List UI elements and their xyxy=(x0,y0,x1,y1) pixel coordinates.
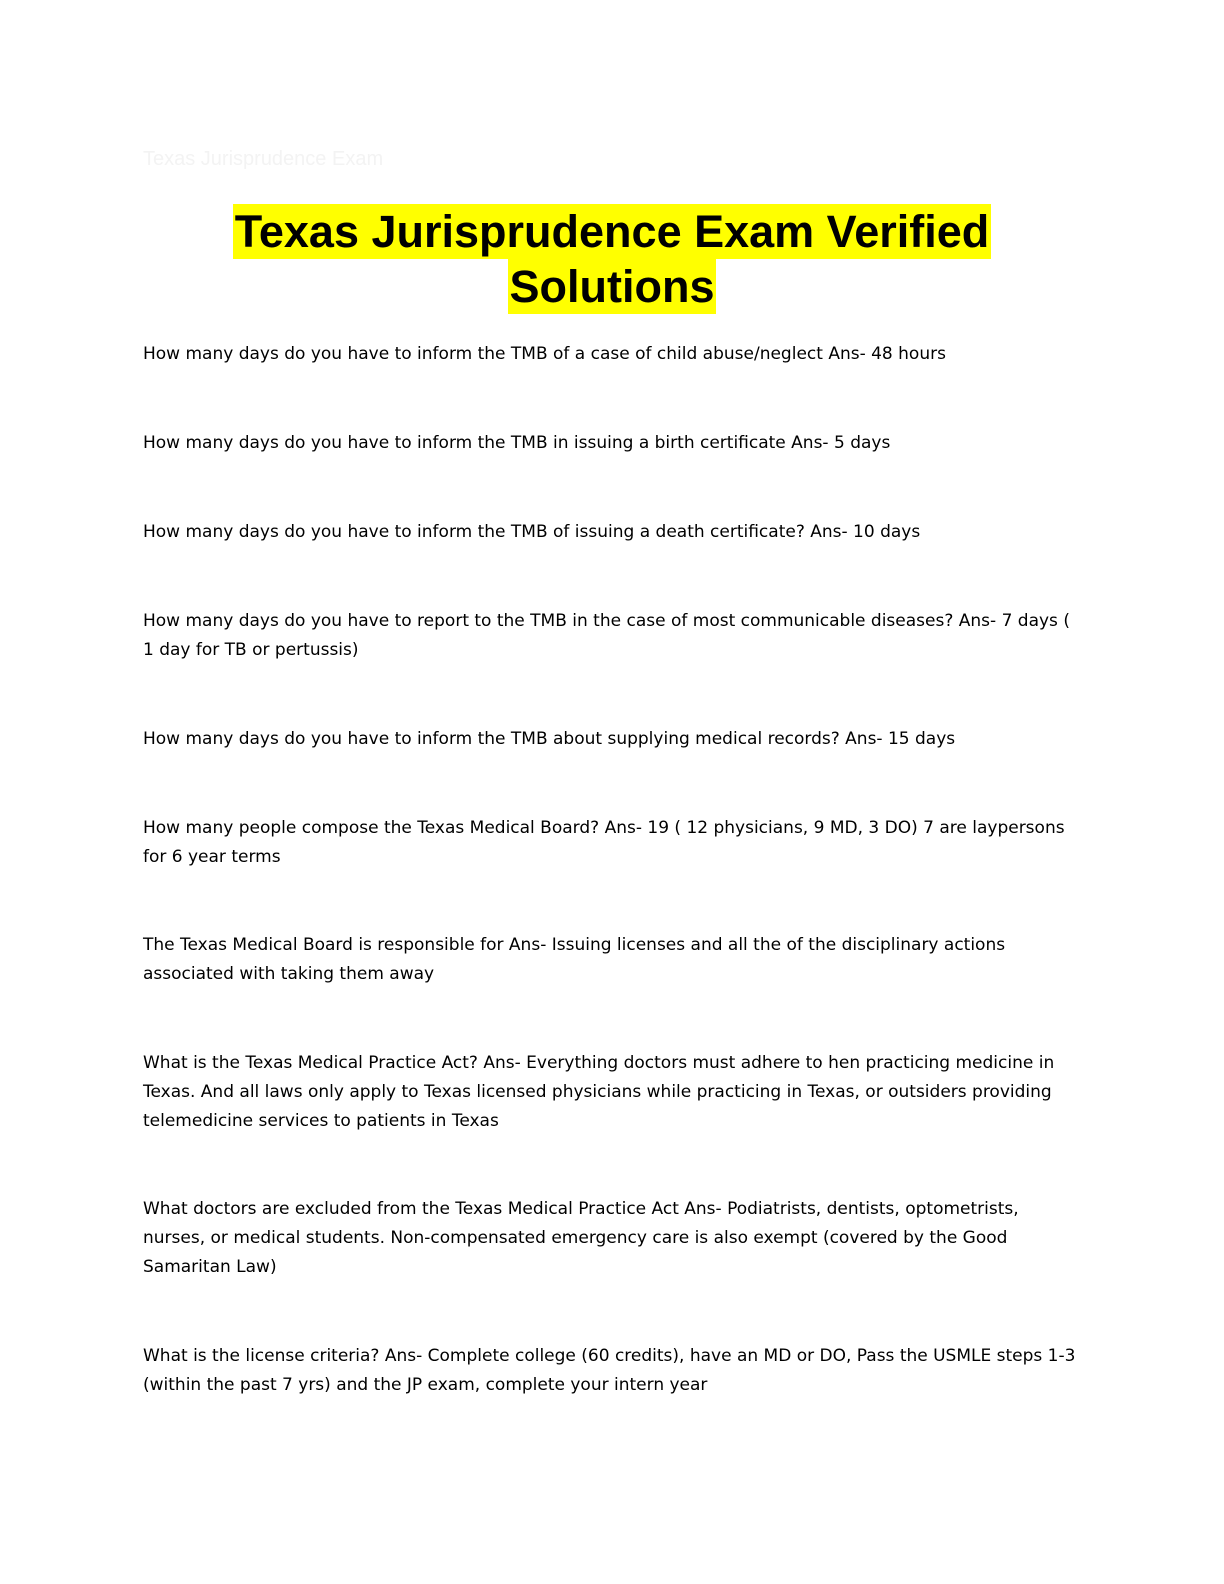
qa-item: How many people compose the Texas Medical Board? Ans- 19 ( 12 physicians, 9 MD, 3 DO) 7 are laypersons for 6 year terms xyxy=(143,818,1065,867)
qa-item: How many days do you have to report to the TMB in the case of most communicable diseases? Ans- 7 days ( 1 day for TB or pertussis) xyxy=(143,611,1070,660)
qa-item: The Texas Medical Board is responsible for Ans- Issuing licenses and all the of the disciplinary actions associated with taking them away xyxy=(143,935,1006,984)
document-title xyxy=(0,204,1224,314)
title-line-1: Texas Jurisprudence Exam Verified xyxy=(234,206,990,257)
qa-item: What is the license criteria? Ans- Complete college (60 credits), have an MD or DO, Pass the USMLE steps 1-3 (within the past 7 yrs) and the JP exam, complete your intern year xyxy=(143,1346,1076,1395)
qa-item: What doctors are excluded from the Texas Medical Practice Act Ans- Podiatrists, dentists, optometrists, nurses, or medical students. Non-compensated emergency care is also exempt (covered by the Good Samaritan Law) xyxy=(143,1199,1019,1277)
title-line-2: Solutions xyxy=(509,261,715,312)
qa-item: How many days do you have to inform the TMB of issuing a death certificate? Ans- 10 days xyxy=(143,522,921,542)
page-header-watermark: Texas Jurisprudence Exam xyxy=(143,148,384,170)
qa-item: How many days do you have to inform the TMB in issuing a birth certificate Ans- 5 days xyxy=(143,433,891,453)
qa-item: How many days do you have to inform the TMB of a case of child abuse/neglect Ans- 48 hours xyxy=(143,344,946,364)
qa-item: What is the Texas Medical Practice Act? Ans- Everything doctors must adhere to hen practicing medicine in Texas. And all laws only apply to Texas licensed physicians while practicing in Texas, or outsiders providing telemedicine services to patients in Texas xyxy=(143,1053,1055,1131)
qa-item: How many days do you have to inform the TMB about supplying medical records? Ans- 15 days xyxy=(143,729,956,749)
